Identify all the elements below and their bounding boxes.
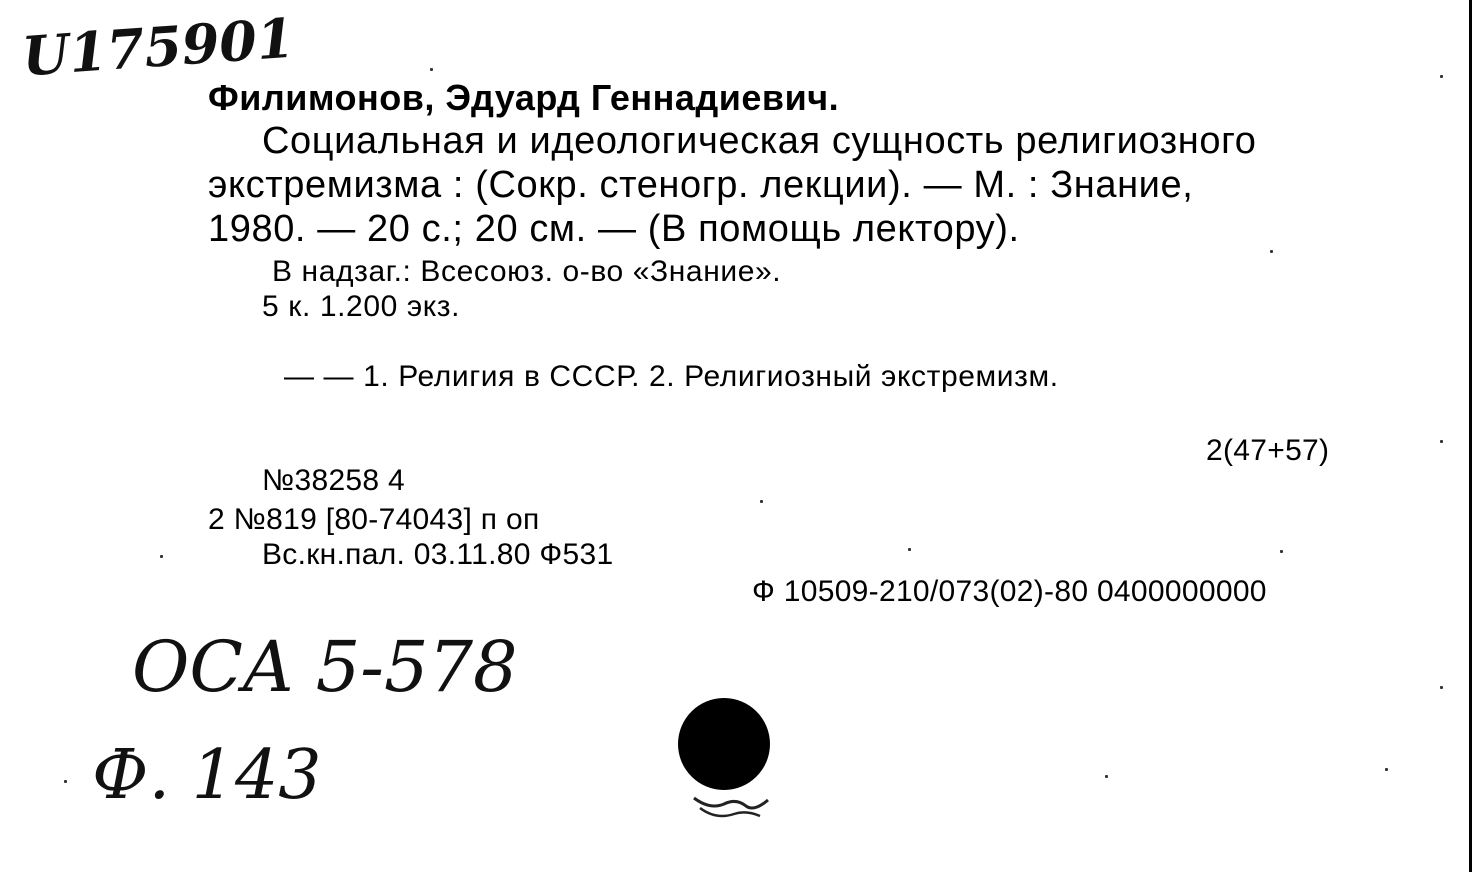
subject-headings: — — 1. Религия в СССР. 2. Религиозный экстремизм. [284, 360, 1059, 393]
speck [160, 555, 163, 558]
classification-index: 2(47+57) [1206, 434, 1330, 467]
card-number: №38258 4 [262, 464, 406, 497]
book-chamber-line: Вс.кн.пал. 03.11.80 Ф531 [262, 538, 614, 571]
speck [760, 500, 763, 503]
speck [1385, 768, 1388, 771]
speck [1440, 75, 1443, 78]
header-note: В надзаг.: Всесоюз. о-во «Знание». [272, 255, 782, 288]
punched-hole [678, 698, 770, 790]
price-copies: 5 к. 1.200 экз. [262, 290, 461, 323]
speck [64, 780, 67, 783]
code-line: Ф 10509-210/073(02)-80 0400000000 [752, 575, 1267, 608]
speck [1440, 440, 1443, 443]
speck [1105, 775, 1108, 778]
order-line: 2 №819 [80-74043] п оп [208, 503, 540, 536]
speck [1270, 250, 1273, 253]
handwritten-folio: Ф. 143 [92, 736, 322, 815]
speck [1280, 550, 1283, 553]
title-line-2: экстремизма : (Сокр. стеногр. лекции). — М. : Знание, [208, 164, 1194, 206]
title-line-3: 1980. — 20 с.; 20 см. — (В помощь лектору). [208, 208, 1020, 250]
speck [1440, 686, 1443, 689]
handwritten-code-top: U175901 [20, 5, 297, 89]
scribble-mark [690, 790, 780, 830]
speck [908, 548, 911, 551]
speck [430, 68, 433, 71]
handwritten-osa-code: OCA 5-578 [132, 626, 518, 708]
title-line-1: Социальная и идеологическая сущность религиозного [262, 120, 1257, 162]
author-heading: Филимонов, Эдуард Геннадиевич. [208, 77, 840, 118]
